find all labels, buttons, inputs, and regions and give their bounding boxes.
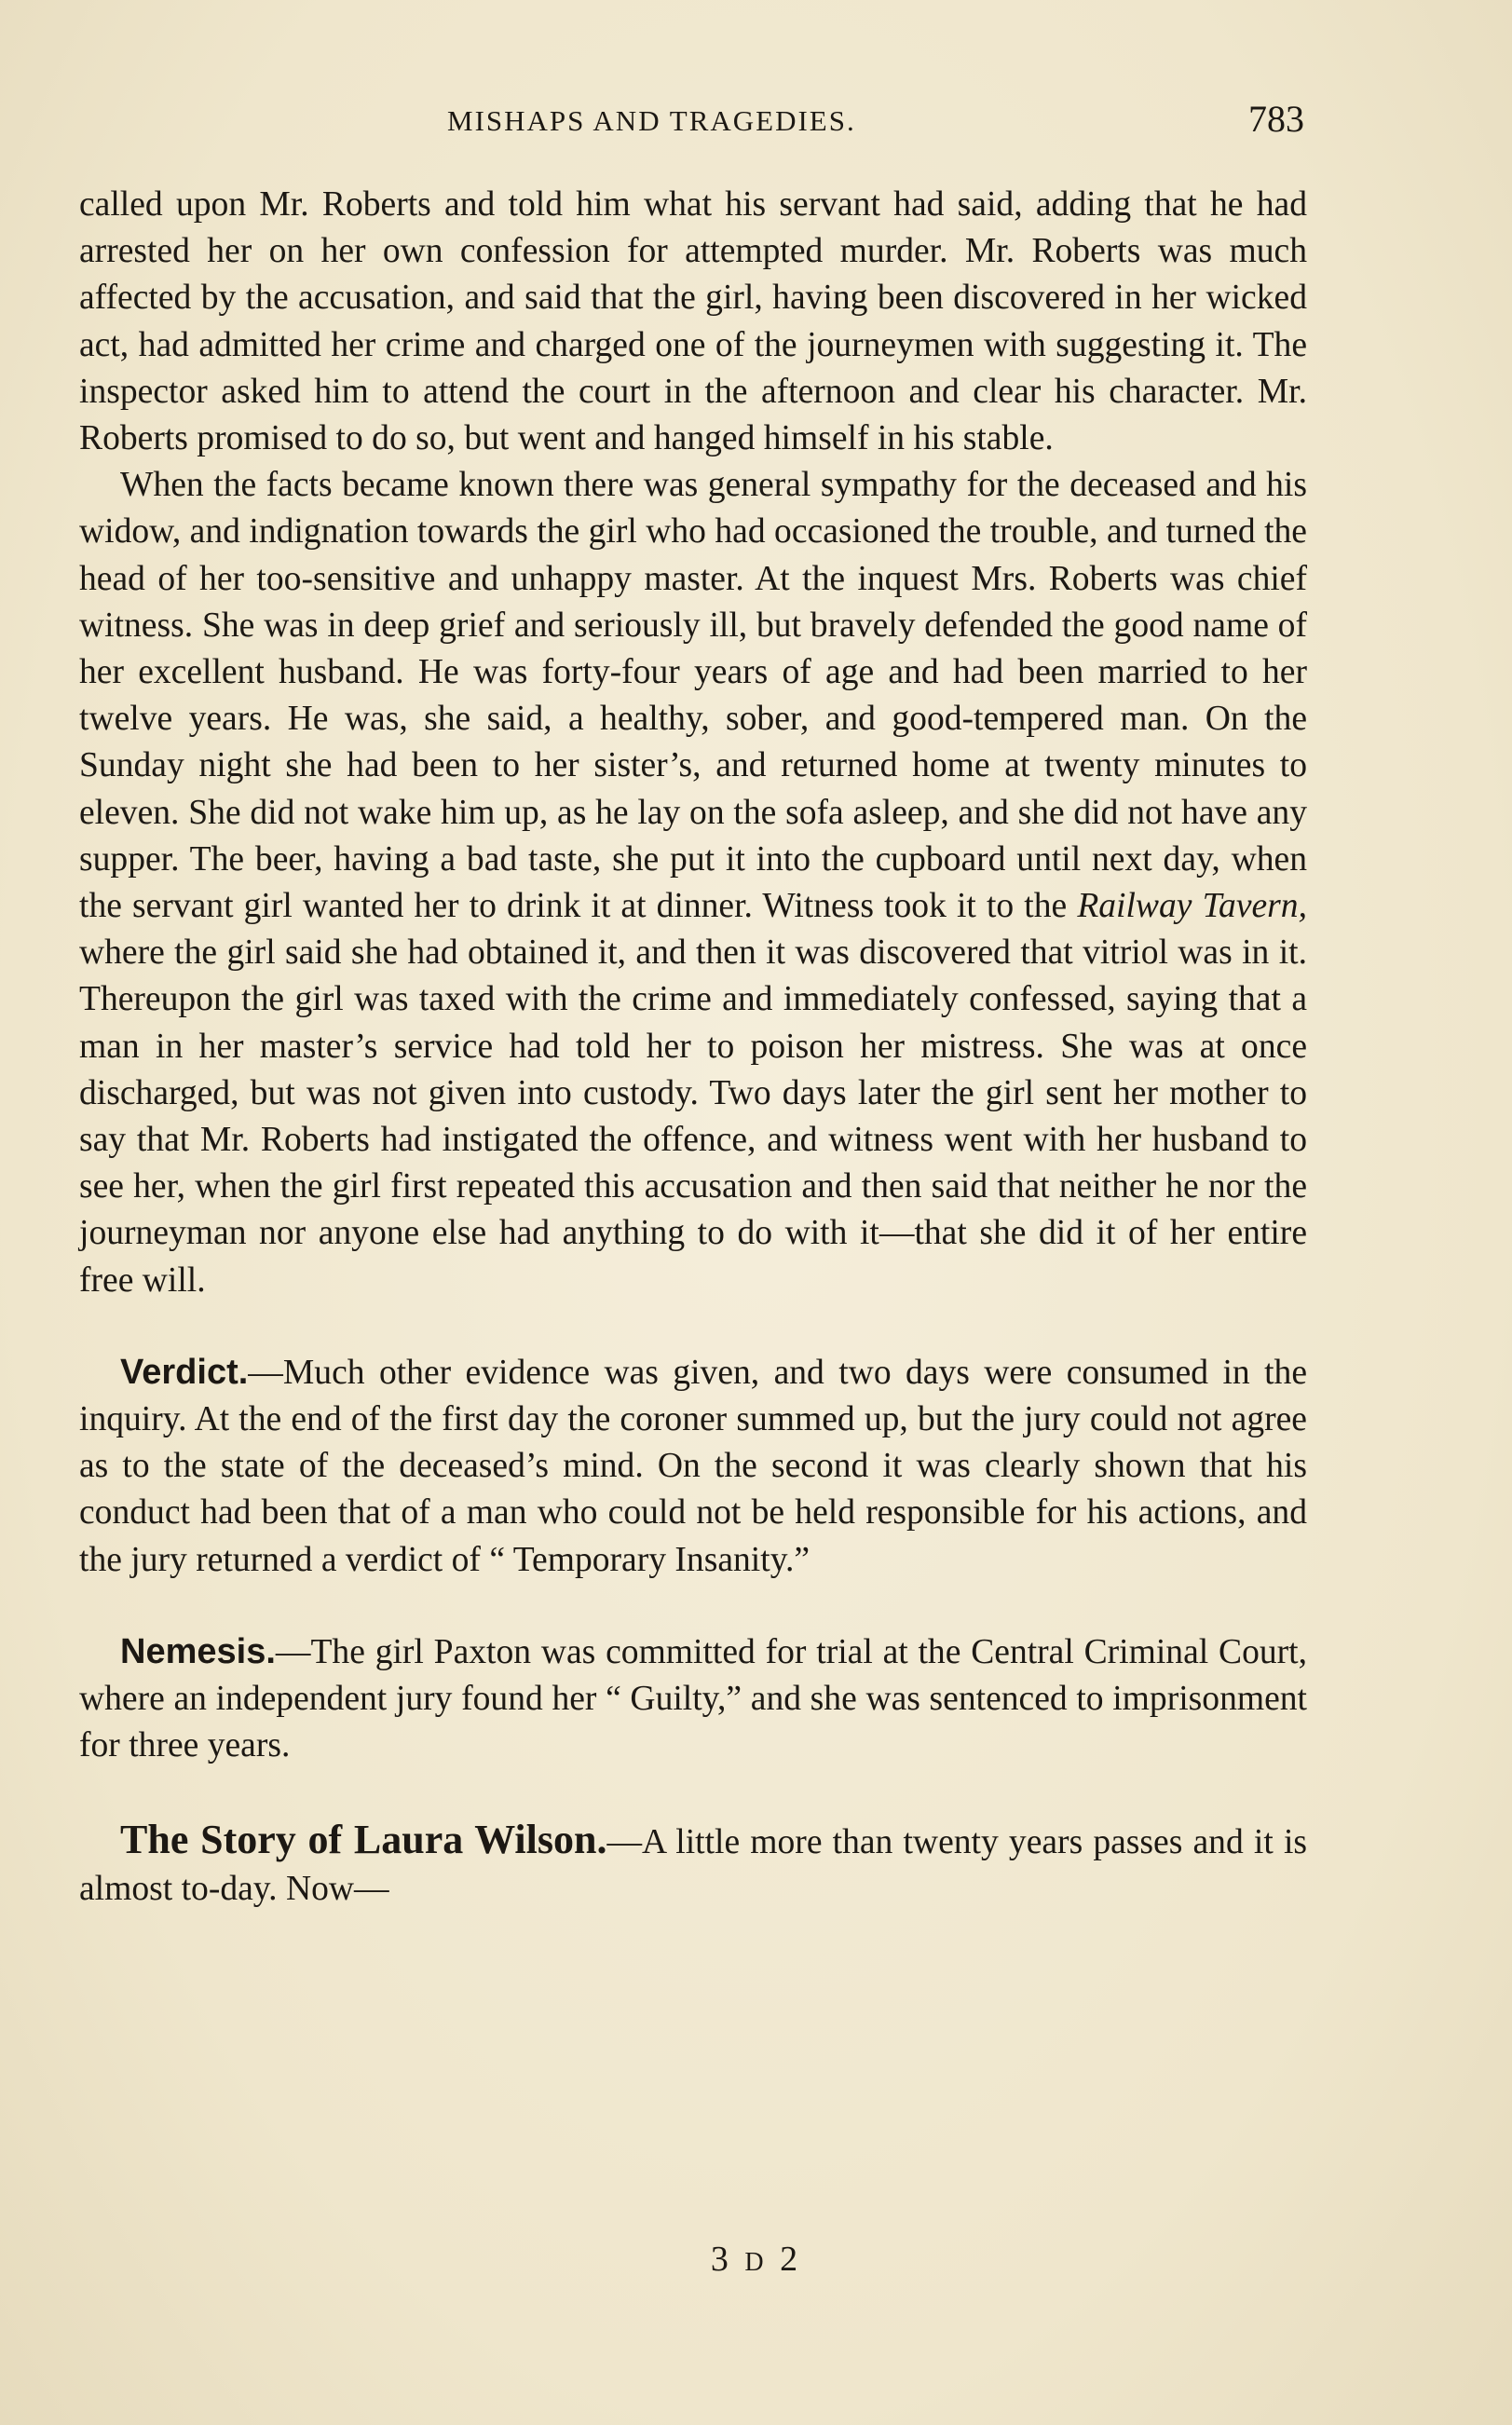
section-text-laura-wilson: —A little more than twenty years passes and it is almost to-day. Now—: [79, 1822, 1308, 1908]
section-laura-wilson: [79, 1817, 1307, 1913]
section-verdict: [79, 1349, 1307, 1584]
signature-mark: [0, 2239, 1512, 2280]
paragraph-continuation: called upon Mr. Roberts and told him what his servant had said, adding that he had arrested her on her own confession for attempted murder. Mr. Roberts was much affected by the accusation, and said that the girl, having been discovered in her wicked act, had admitted her crime and charged one of the journeymen with suggesting it. The inspector asked him to attend the court in the afternoon and clear his character. Mr. Roberts promised to do so, but went and hanged himself in his stable.: [79, 185, 1307, 458]
page-number: 783: [1248, 98, 1304, 140]
paragraph-inquest-text-2: where the girl said she had obtained it, and then it was discovered that vitriol was in it. Thereupon the girl was taxed with the crime and immediately confessed, saying that a man in her master’s service had told her to poison her mistress. She was at once discharged, but was not given into custody. Two days later the girl sent her mother to say that Mr. Roberts had instigated the offence, and witness went with her husband to see her, when the girl first repeated this accusation and then said that neither he nor the journeyman nor anyone else had anything to do with it—that she did it of her entire free will.: [79, 933, 1307, 1300]
running-head: MISHAPS AND TRAGEDIES.: [447, 104, 856, 137]
section-text-verdict: —Much other evidence was given, and two days were consumed in the inquiry. At the end of the first day the coroner summed up, but the jury could not agree as to the state of the deceased’s mind. On the second it was clearly shown that his conduct had been that of a man who could not be held responsible for his actions, and the jury returned a verdict of “ Temporary Insanity.”: [79, 1353, 1307, 1579]
section-heading-laura-wilson: The Story of Laura Wilson.: [120, 1816, 607, 1862]
signature-middle: D: [744, 2248, 768, 2277]
page-body: [79, 182, 1307, 1913]
paragraph-inquest: [79, 462, 1307, 1304]
paragraph-inquest-text-1: When the facts became known there was general sympathy for the deceased and his widow, and indignation towards the girl who had occasioned the trouble, and turned the head of her too-sensitive and unhappy master. At the inquest Mrs. Roberts was chief witness. She was in deep grief and seriously ill, but bravely defended the good name of her excellent husband. He was forty-four years of age and had been married to her twelve years. He was, she said, a healthy, sober, and good-tempered man. On the Sunday night she had been to her sister’s, and returned home at twenty minutes to eleven. She did not wake him up, as he lay on the sofa asleep, and she did not have any supper. The beer, having a bad taste, she put it into the cupboard until next day, when the servant girl wanted her to drink it at dinner. Witness took it to the: [79, 466, 1307, 926]
signature-left: 3: [710, 2240, 732, 2279]
section-nemesis: [79, 1628, 1307, 1770]
signature-right: 2: [780, 2240, 802, 2279]
section-heading-nemesis: Nemesis.: [120, 1631, 276, 1671]
page-header: [0, 91, 1512, 147]
section-text-nemesis: —The girl Paxton was committed for trial at the Central Criminal Court, where an independent jury found her “ Guilty,” and she was sentenced to imprisonment for three years.: [79, 1632, 1307, 1765]
section-heading-verdict: Verdict.: [120, 1352, 249, 1392]
tavern-name: Railway Tavern,: [1077, 887, 1307, 926]
